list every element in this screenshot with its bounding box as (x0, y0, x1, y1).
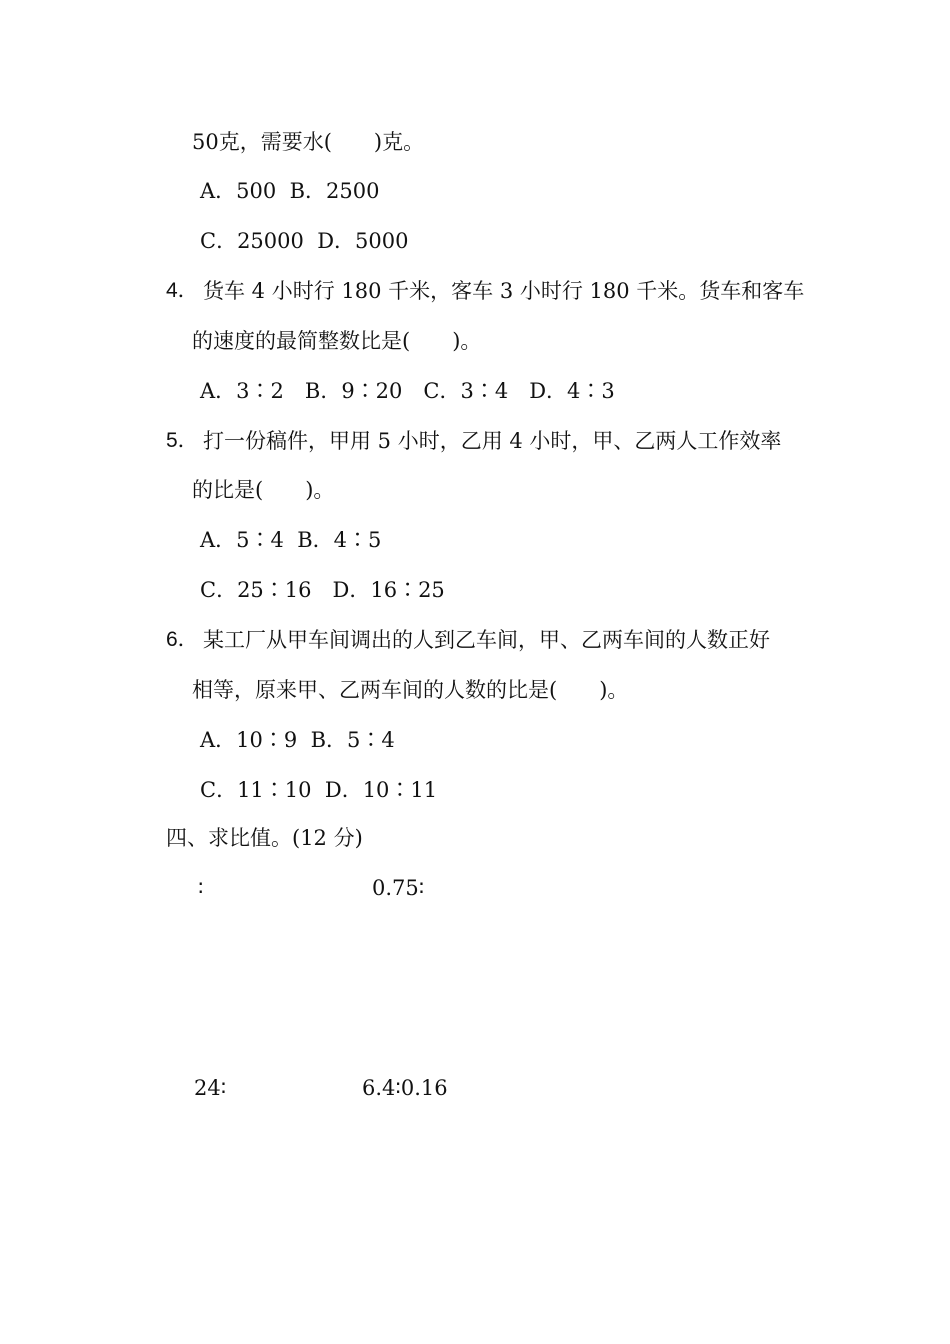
q4-line1: 货车 4 小时行 180 千米，客车 3 小时行 180 千米。货车和客车 (203, 279, 805, 303)
q6-line1: 某工厂从甲车间调出的人到乙车间，甲、乙两车间的人数正好 (203, 628, 770, 652)
q3-options-row1: A．500 B．2500 (200, 179, 380, 203)
ratio-expression-2: 0.75∶ (372, 876, 425, 900)
q6-line2: 相等，原来甲、乙两车间的人数的比是( )。 (192, 678, 629, 702)
q3-continuation: 50克，需要水( )克。 (192, 130, 425, 154)
ratio-expression-3: 24∶ (194, 1076, 227, 1100)
ratio-expression-1: ∶ (198, 876, 204, 900)
q4-options: A．3∶2 B．9∶20 C．3∶4 D．4∶3 (200, 379, 615, 403)
q5-number: 5． (166, 429, 199, 452)
q6-number: 6． (166, 628, 199, 651)
q6-options-row1: A．10∶9 B．5∶4 (200, 728, 395, 752)
q4-number: 4． (166, 279, 199, 302)
q5-line1: 打一份稿件，甲用 5 小时，乙用 4 小时，甲、乙两人工作效率 (203, 429, 782, 453)
q5-line2: 的比是( )。 (192, 478, 335, 502)
ratio-expression-4: 6.4∶0.16 (362, 1076, 448, 1100)
section4-heading: 四、求比值。(12 分) (166, 826, 363, 850)
q5-options-row2: C．25∶16 D．16∶25 (200, 578, 445, 602)
q5-options-row1: A．5∶4 B．4∶5 (200, 528, 382, 552)
q6-options-row2: C．11∶10 D．10∶11 (200, 778, 438, 802)
q4-line2: 的速度的最简整数比是( )。 (192, 329, 482, 353)
q3-options-row2: C．25000 D．5000 (200, 229, 409, 253)
